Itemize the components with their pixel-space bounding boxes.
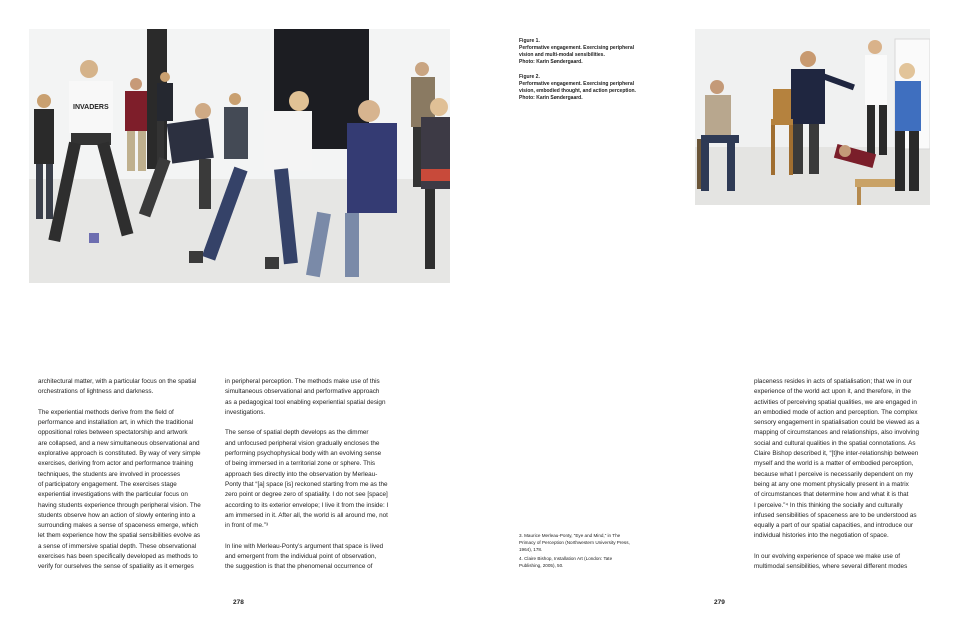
caption-line: vision, embodied thought, and action perception. [519,88,636,94]
paragraph [754,377,934,542]
text-line: Claire Bishop described it, “[t]he inter-relationship between [754,450,919,458]
text-line: In our evolving experience of space we make use of [754,553,900,561]
text-line: verify for ourselves the sense of spatiality as it emerges [38,563,194,571]
text-line: orchestrations of lightness and darkness. [38,388,154,396]
footnote-line: 1964), 178. [519,547,543,552]
text-line: and emergent from the individual point of observation, [225,553,377,561]
text-line: in peripheral perception. The methods make use of this [225,378,380,385]
paragraph [38,408,216,573]
text-line: equally a part of our spatial capacities, and introduce our [754,522,914,530]
text-line: according to its exterior envelope; I live it from the inside: I [225,501,389,509]
caption-line: Performative engagement. Exercising peripheral [519,45,635,51]
text-line: performance and installation art, in which the traditional [38,419,194,427]
footnote-line: Publishing, 2005), 50. [519,563,564,568]
page-number-right: 279 [714,599,725,606]
text-line: placeness resides in acts of spatialisation; that we in our [754,378,912,385]
text-line: activities of perceiving spatial qualities, we are engaged in [754,398,917,406]
text-line: am immersed in it. After all, the world is all around me, not [225,511,388,519]
footnotes [519,532,659,571]
caption-line: Photo: Karin Søndergaard. [519,59,583,65]
text-line: The experiential methods derive from the field of [38,408,174,416]
text-line: let them experience how the spatial sensibilities evolve as [38,532,201,540]
text-line: In line with Merleau-Ponty’s argument that space is lived [225,542,384,550]
text-line: sensory engagement in spatialisation could be viewed as a [754,419,920,427]
right-page-column [754,377,934,583]
paragraph [38,377,216,398]
text-line: zero point or degree zero of spatiality. I do not see [space] [225,491,388,499]
text-line: of participatory engagement. The exercises stage [38,480,177,488]
text-line: in front of me.”³ [225,522,269,530]
figure-2-caption [519,74,649,102]
left-page-column-2 [225,377,403,583]
text-line: as a pedagogical tool enabling experiential spatial design [225,398,386,406]
text-line: techniques, the students are involved in processes [38,470,181,478]
caption-line: Photo: Karin Søndergaard. [519,95,583,101]
footnote-line: Primacy of Perception (Northwestern University Press, [519,540,630,545]
paragraph [754,552,934,573]
text-line: students observe how an action of slowly entering into a [38,511,196,519]
text-line: social and cultural qualities in the spatial connotations. As [754,439,916,447]
text-line: and unfocused peripheral vision gradually encloses the [225,439,380,447]
text-line: simultaneous observational and performative approach [225,388,380,396]
footnote-4 [519,555,659,569]
text-line: approach ties directly into the observation by Merleau- [225,470,378,478]
figure-2-illustration [695,29,930,205]
caption-label: Figure 1. [519,38,540,44]
caption-label: Figure 2. [519,74,540,80]
text-line: Ponty that “[a] space [is] reckoned starting from me as the [225,480,388,488]
text-line: multimodal sensibilities, where several different modes [754,563,908,571]
footnote-line: 3. Maurice Merleau-Ponty, “Eye and Mind,” in The [519,533,621,538]
text-line: experience of the world act upon it, and therefore, in the [754,388,911,396]
paragraph [225,428,403,531]
footnote-line: 4. Claire Bishop, Installation Art (London: Tate [519,556,613,561]
text-line: I perceive.”⁴ In this thinking the socially and culturally [754,501,903,509]
text-line: myself and the world is a matter of embodied perception, [754,460,914,468]
text-line: having students experience through peripheral vision. The [38,501,201,509]
text-line: infused sensibilities of spaceness are to be understood as [754,511,917,519]
text-line: of being immersed in a territorial zone or sphere. This [225,460,376,468]
text-line: The sense of spatial depth develops as the dimmer [225,429,369,437]
text-line: surrounding makes a sense of spaceness emerge, which [38,522,199,530]
figure-2-photo [695,29,930,205]
text-line: because what I perceive is necessarily dependent on my [754,470,914,478]
text-line: architectural matter, with a particular focus on the spatial [38,378,197,385]
page-number-left: 278 [233,599,244,606]
left-page-column-1 [38,377,216,583]
text-line: a sense of immersive spatial depth. These observational [38,542,197,550]
text-line: exercises, deriving from actor and performance training [38,460,194,468]
figure-1-caption [519,38,649,66]
text-line: exercises has been specifically developed as methods to [38,553,198,561]
caption-line: Performative engagement. Exercising peripheral [519,81,635,87]
text-line: performing psychophysical body with an evolving sense [225,450,382,458]
text-line: an embodied mode of action and perception. The complex [754,408,918,416]
text-line: experiential investigations with the particular focus on [38,491,188,499]
figure-1-illustration [29,29,450,283]
figure-captions [519,38,649,110]
caption-line: vision and multi-modal sensibilities. [519,52,605,58]
text-line: mapping of circumstances and relationships, also involving [754,429,920,437]
text-line: are collapsed, and a new simultaneous observational and [38,439,200,447]
text-line: oppositional roles between spectatorship and artwork [38,429,188,437]
text-line: investigations. [225,408,266,416]
text-line: explorative approach is constituted. By way of very simple [38,450,201,458]
paragraph [225,542,403,573]
shirt-text: INVADERS [73,104,109,111]
text-line: being at any one moment physically present in a matrix [754,480,909,488]
text-line: individual histories into the negotiation of space. [754,532,889,540]
paragraph [225,377,403,418]
footnote-3 [519,532,659,553]
figure-1-photo [29,29,450,283]
text-line: the suggestion is that the phenomenal occurrence of [225,563,373,571]
text-line: of circumstances that determine how and what it is that [754,491,909,499]
